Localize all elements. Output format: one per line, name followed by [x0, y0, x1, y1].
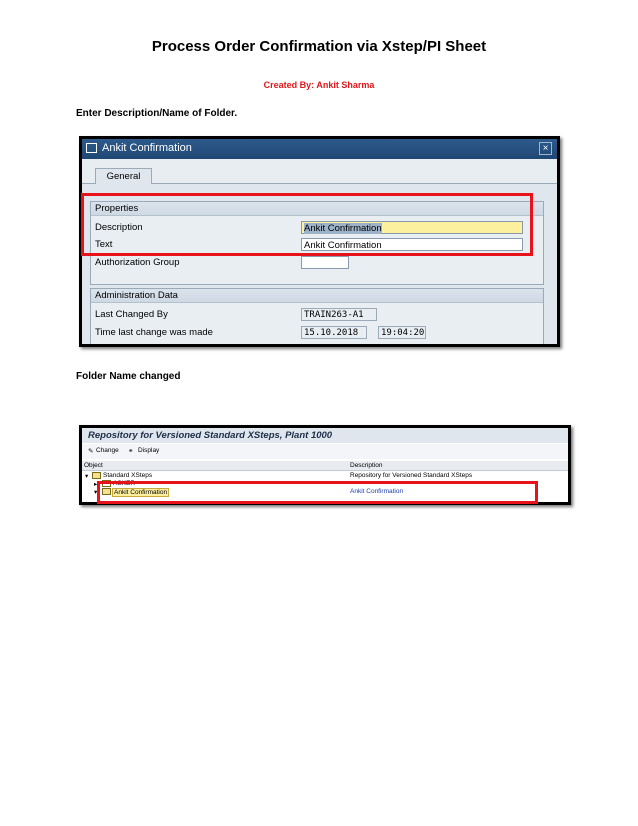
text-field[interactable]: Ankit Confirmation	[301, 238, 523, 251]
time-field: 19:04:20	[378, 326, 426, 339]
dialog-titlebar	[82, 139, 557, 159]
date-field: 15.10.2018	[301, 326, 367, 339]
folder-icon	[92, 472, 103, 479]
created-by: Created By: Ankit Sharma	[263, 80, 375, 90]
time-label: Time last change was made	[95, 327, 213, 338]
last-changed-label: Last Changed By	[95, 309, 168, 320]
folder-properties-screenshot	[79, 136, 560, 347]
document-title: Process Order Confirmation via Xstep/PI Sheet	[151, 38, 487, 55]
expand-icon[interactable]: ▸	[94, 481, 98, 488]
auth-group-label: Authorization Group	[95, 257, 180, 268]
tab-strip	[82, 159, 557, 184]
highlight-box	[81, 193, 533, 256]
column-header	[82, 461, 568, 471]
tree-row-description: Ankit Confirmation	[350, 488, 404, 495]
col-object: Object	[84, 462, 103, 469]
repository-toolbar	[82, 444, 568, 459]
last-changed-field: TRAIN263-A1	[301, 308, 377, 321]
auth-group-field[interactable]	[301, 256, 349, 269]
admin-header: Administration Data	[91, 289, 543, 303]
repository-title: Repository for Versioned Standard XSteps, Plant 1000	[82, 428, 568, 443]
tab-general[interactable]: General	[95, 168, 152, 184]
close-icon[interactable]: ×	[539, 142, 552, 155]
change-button[interactable]: Change	[96, 447, 119, 454]
dialog-title: Ankit Confirmation	[102, 142, 192, 154]
step1-instruction: Enter Description/Name of Folder.	[76, 108, 238, 119]
admin-group	[90, 288, 544, 344]
glasses-icon: ⚭	[128, 448, 134, 455]
highlight-box	[97, 481, 538, 504]
display-button[interactable]: Display	[138, 447, 160, 454]
tree-row-object: Ankit Confirmation	[114, 489, 168, 496]
expand-icon[interactable]: ▾	[85, 473, 89, 480]
description-label: Description	[95, 222, 143, 233]
tree-row[interactable]	[82, 472, 568, 480]
repository-screenshot	[79, 425, 571, 505]
window-icon	[86, 143, 97, 153]
pencil-icon: ✎	[88, 448, 94, 455]
col-description: Description	[350, 462, 383, 469]
tree-row-object: Standard XSteps	[103, 472, 153, 479]
step2-instruction: Folder Name changed	[76, 371, 181, 382]
text-label: Text	[95, 239, 113, 250]
expand-icon[interactable]: ▾	[94, 489, 98, 496]
description-value: Ankit Confirmation	[304, 223, 382, 234]
properties-header: Properties	[91, 202, 543, 216]
tree-row-object: ASKER	[113, 480, 136, 487]
tree-row-description: Repository for Versioned Standard XSteps	[350, 472, 473, 479]
